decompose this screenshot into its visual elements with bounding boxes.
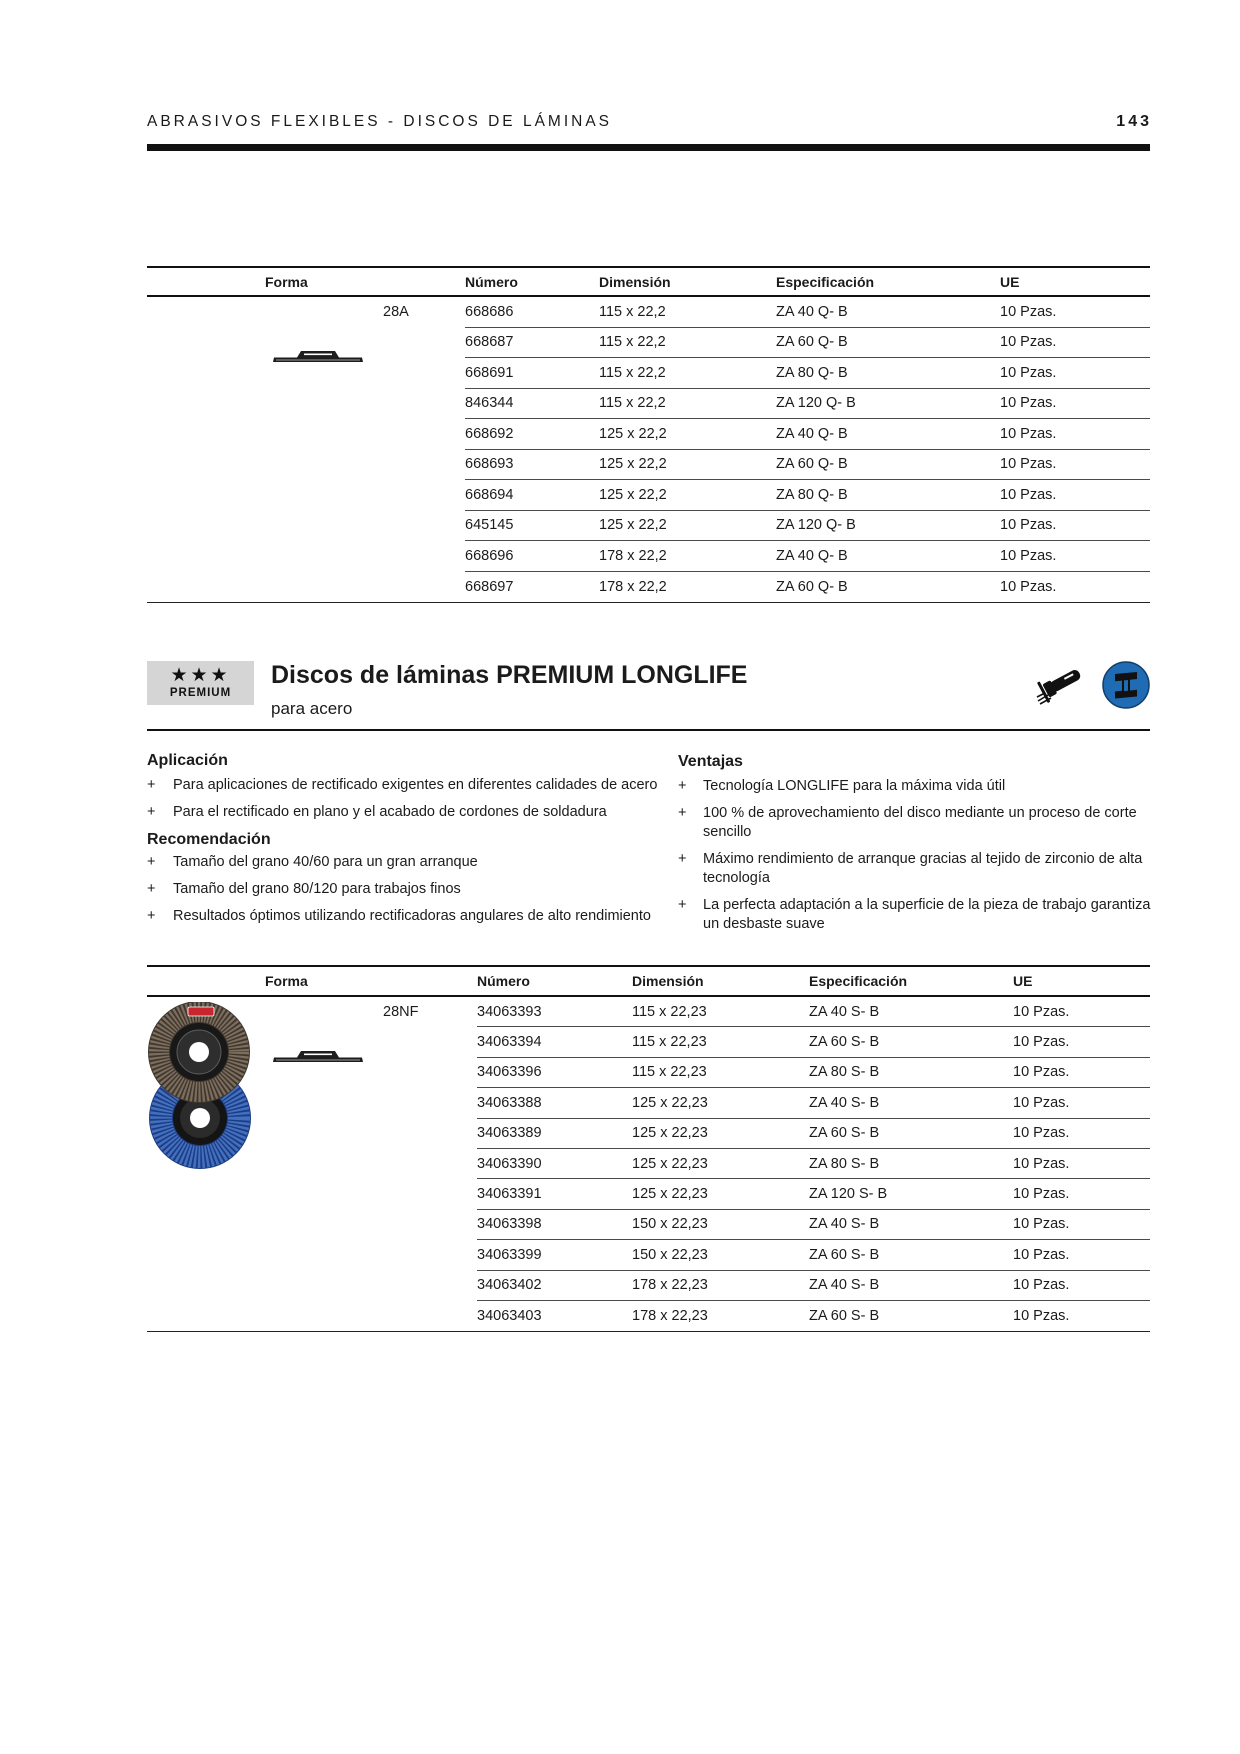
cell-ue: 10 Pzas.: [1000, 395, 1057, 412]
star-rating-icon: ★★★: [170, 664, 231, 686]
flap-disc-front-photo: [148, 1002, 250, 1103]
table-header: [147, 266, 1150, 297]
header-dimension: Dimensión: [599, 273, 671, 290]
cell-dimension: 178 x 22,2: [599, 547, 667, 564]
cell-especificacion: ZA 80 S- B: [809, 1064, 880, 1081]
cell-especificacion: ZA 40 Q- B: [776, 547, 848, 564]
header-numero: Número: [477, 973, 530, 989]
cell-ue: 10 Pzas.: [1000, 456, 1057, 473]
form-code: 28A: [383, 304, 409, 320]
table-row: [477, 1058, 1150, 1088]
cell-dimension: 125 x 22,2: [599, 486, 667, 503]
cell-especificacion: ZA 40 S- B: [809, 1216, 880, 1233]
page-number: 143: [1116, 113, 1152, 130]
cell-dimension: 115 x 22,2: [599, 395, 666, 412]
cell-dimension: 125 x 22,2: [599, 517, 667, 534]
premium-badge: [147, 661, 254, 705]
table-row: [465, 480, 1150, 511]
steel-material-icon: [1102, 661, 1150, 709]
cell-numero: 668687: [465, 334, 514, 351]
table-row: [465, 358, 1150, 389]
header-ue: UE: [1000, 273, 1020, 290]
cell-especificacion: ZA 60 S- B: [809, 1308, 880, 1325]
table-row: [465, 450, 1150, 481]
cell-numero: 34063398: [477, 1216, 542, 1233]
cell-especificacion: ZA 40 S- B: [809, 1094, 880, 1111]
cell-numero: 668694: [465, 486, 514, 503]
cell-dimension: 125 x 22,2: [599, 425, 667, 442]
cell-numero: 846344: [465, 395, 514, 412]
cell-numero: 668691: [465, 364, 514, 381]
cell-dimension: 150 x 22,23: [632, 1216, 708, 1233]
header-dimension: Dimensión: [632, 973, 704, 989]
cell-dimension: 115 x 22,23: [632, 1003, 707, 1020]
cell-numero: 668697: [465, 578, 514, 595]
cell-especificacion: ZA 40 Q- B: [776, 425, 848, 442]
cell-dimension: 115 x 22,23: [632, 1034, 707, 1051]
header-especificacion: Especificación: [809, 973, 908, 989]
cell-numero: 668692: [465, 425, 514, 442]
table-row: [465, 572, 1150, 603]
forma-cell: [147, 297, 465, 602]
table-row: [477, 1179, 1150, 1209]
table-row: [477, 1149, 1150, 1179]
cell-numero: 34063393: [477, 1003, 542, 1020]
cell-especificacion: ZA 40 S- B: [809, 1277, 880, 1294]
product-table-28nf: [147, 965, 1150, 1332]
list-item: + Para el rectificado en plano y el acabado de cordones de soldadura: [147, 803, 677, 822]
cell-dimension: 178 x 22,23: [632, 1277, 708, 1294]
disc-profile-icon: [273, 349, 363, 364]
header-forma: Forma: [265, 973, 308, 989]
flap-disc-photo: [147, 1002, 254, 1172]
cell-ue: 10 Pzas.: [1013, 1277, 1070, 1294]
cell-especificacion: ZA 60 Q- B: [776, 578, 848, 595]
cell-ue: 10 Pzas.: [1000, 425, 1057, 442]
list-item: + Tamaño del grano 80/120 para trabajos finos: [147, 880, 677, 899]
table-row: [477, 1240, 1150, 1270]
cell-ue: 10 Pzas.: [1000, 578, 1057, 595]
cell-especificacion: ZA 40 Q- B: [776, 303, 848, 320]
cell-ue: 10 Pzas.: [1013, 1308, 1070, 1325]
cell-dimension: 178 x 22,2: [599, 578, 667, 595]
product-table-28a: [147, 266, 1150, 603]
cell-ue: 10 Pzas.: [1000, 486, 1057, 503]
product-title: Discos de láminas PREMIUM LONGLIFE: [271, 661, 748, 689]
cell-dimension: 125 x 22,23: [632, 1155, 708, 1172]
table-row: [477, 1271, 1150, 1301]
aplicacion-list: [147, 776, 677, 822]
table-row: [477, 1088, 1150, 1118]
header-forma: Forma: [265, 273, 308, 290]
ventajas-list: [678, 777, 1156, 934]
cell-numero: 34063402: [477, 1277, 542, 1294]
cell-dimension: 125 x 22,23: [632, 1186, 708, 1203]
recomendacion-list: [147, 853, 677, 926]
cell-especificacion: ZA 60 S- B: [809, 1246, 880, 1263]
list-item: + Tecnología LONGLIFE para la máxima vida útil: [678, 777, 1156, 796]
cell-dimension: 115 x 22,2: [599, 364, 666, 381]
cell-numero: 668693: [465, 456, 514, 473]
list-item: + La perfecta adaptación a la superficie de la pieza de trabajo garantiza un desbaste suave: [678, 896, 1156, 934]
cell-ue: 10 Pzas.: [1000, 547, 1057, 564]
table-rows: [465, 297, 1150, 602]
cell-ue: 10 Pzas.: [1000, 303, 1057, 320]
cell-ue: 10 Pzas.: [1013, 1003, 1070, 1020]
cell-numero: 34063399: [477, 1246, 542, 1263]
cell-dimension: 125 x 22,2: [599, 456, 667, 473]
cell-especificacion: ZA 60 Q- B: [776, 334, 848, 351]
product-subtitle: para acero: [271, 699, 353, 718]
section-rule: [147, 729, 1150, 731]
cell-especificacion: ZA 80 S- B: [809, 1155, 880, 1172]
cell-numero: 34063394: [477, 1034, 542, 1051]
cell-dimension: 178 x 22,23: [632, 1308, 708, 1325]
cell-ue: 10 Pzas.: [1013, 1094, 1070, 1111]
cell-dimension: 115 x 22,23: [632, 1064, 707, 1081]
cell-numero: 34063389: [477, 1125, 542, 1142]
cell-ue: 10 Pzas.: [1013, 1125, 1070, 1142]
cell-ue: 10 Pzas.: [1013, 1246, 1070, 1263]
table-row: [465, 328, 1150, 359]
list-item: + Resultados óptimos utilizando rectificadoras angulares de alto rendimiento: [147, 907, 677, 926]
cell-numero: 668686: [465, 303, 514, 320]
cell-especificacion: ZA 60 Q- B: [776, 456, 848, 473]
table-row: [477, 997, 1150, 1027]
list-item: + Tamaño del grano 40/60 para un gran arranque: [147, 853, 677, 872]
cell-especificacion: ZA 120 Q- B: [776, 517, 856, 534]
cell-ue: 10 Pzas.: [1000, 334, 1057, 351]
table-row: [477, 1210, 1150, 1240]
angle-grinder-icon: [1036, 665, 1084, 705]
table-body: [147, 997, 1150, 1332]
table-header: [147, 965, 1150, 997]
badge-label: PREMIUM: [169, 687, 232, 699]
table-row: [465, 297, 1150, 328]
cell-ue: 10 Pzas.: [1000, 517, 1057, 534]
cell-dimension: 115 x 22,2: [599, 303, 666, 320]
list-item: + Máximo rendimiento de arranque gracias al tejido de zirconio de alta tecnología: [678, 850, 1156, 888]
cell-especificacion: ZA 120 Q- B: [776, 395, 856, 412]
recomendacion-heading: Recomendación: [147, 830, 271, 848]
cell-numero: 34063391: [477, 1186, 542, 1203]
cell-numero: 668696: [465, 547, 514, 564]
cell-especificacion: ZA 60 S- B: [809, 1125, 880, 1142]
cell-especificacion: ZA 120 S- B: [809, 1186, 888, 1203]
cell-dimension: 125 x 22,23: [632, 1125, 708, 1142]
cell-numero: 34063396: [477, 1064, 542, 1081]
header-rule: [147, 144, 1150, 151]
cell-ue: 10 Pzas.: [1013, 1155, 1070, 1172]
header-ue: UE: [1013, 973, 1033, 989]
cell-especificacion: ZA 60 S- B: [809, 1034, 880, 1051]
cell-numero: 645145: [465, 517, 514, 534]
table-row: [477, 1119, 1150, 1149]
cell-dimension: 125 x 22,23: [632, 1094, 708, 1111]
right-column: [678, 752, 1156, 942]
list-item: + 100 % de aprovechamiento del disco mediante un proceso de corte sencillo: [678, 804, 1156, 842]
cell-especificacion: ZA 40 S- B: [809, 1003, 880, 1020]
cell-especificacion: ZA 80 Q- B: [776, 364, 848, 381]
cell-ue: 10 Pzas.: [1013, 1064, 1070, 1081]
cell-dimension: 150 x 22,23: [632, 1246, 708, 1263]
table-row: [465, 419, 1150, 450]
left-column: [147, 751, 677, 934]
table-rows: [477, 997, 1150, 1331]
cell-ue: 10 Pzas.: [1000, 364, 1057, 381]
table-row: [465, 541, 1150, 572]
cell-numero: 34063388: [477, 1094, 542, 1111]
table-row: [477, 1301, 1150, 1331]
cell-ue: 10 Pzas.: [1013, 1186, 1070, 1203]
cell-numero: 34063390: [477, 1155, 542, 1172]
table-body: [147, 297, 1150, 603]
list-item: + Para aplicaciones de rectificado exigentes en diferentes calidades de acero: [147, 776, 677, 795]
aplicacion-heading: Aplicación: [147, 752, 228, 769]
table-row: [477, 1027, 1150, 1057]
cell-numero: 34063403: [477, 1308, 542, 1325]
table-row: [465, 511, 1150, 542]
table-row: [465, 389, 1150, 420]
cell-especificacion: ZA 80 Q- B: [776, 486, 848, 503]
forma-cell: [147, 997, 477, 1331]
cell-ue: 10 Pzas.: [1013, 1216, 1070, 1233]
cell-ue: 10 Pzas.: [1013, 1034, 1070, 1051]
header-especificacion: Especificación: [776, 273, 875, 290]
form-code: 28NF: [383, 1004, 419, 1020]
disc-profile-icon: [273, 1049, 363, 1064]
header-numero: Número: [465, 273, 518, 290]
ventajas-heading: Ventajas: [678, 753, 743, 770]
cell-dimension: 115 x 22,2: [599, 334, 666, 351]
section-header-title: ABRASIVOS FLEXIBLES - DISCOS DE LÁMINAS: [147, 113, 612, 130]
